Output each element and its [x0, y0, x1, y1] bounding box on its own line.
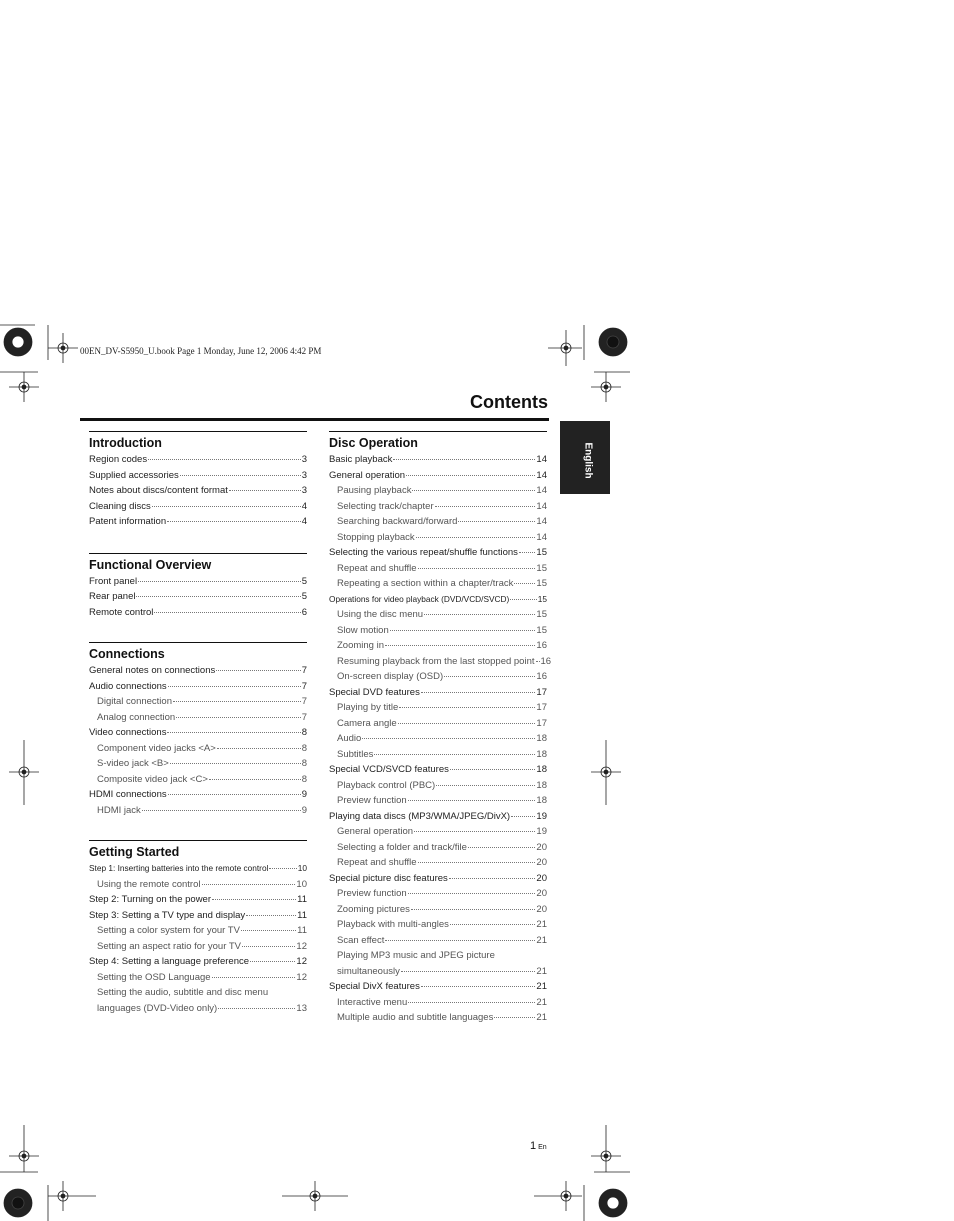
toc-entry-label: Multiple audio and subtitle languages — [337, 1012, 494, 1023]
toc-entry[interactable] — [89, 787, 307, 803]
toc-entry[interactable] — [89, 892, 307, 908]
toc-leader-dots — [269, 867, 296, 869]
toc-entry[interactable] — [89, 452, 307, 468]
toc-entry-page: 6 — [301, 606, 307, 618]
toc-leader-dots — [218, 1007, 295, 1009]
toc-entry-label: Region codes — [89, 454, 148, 465]
toc-leader-dots — [154, 611, 300, 613]
toc-entry[interactable] — [329, 592, 547, 608]
toc-entry[interactable] — [329, 638, 547, 654]
toc-entry-page: 4 — [301, 500, 307, 512]
toc-leader-dots — [202, 883, 296, 885]
toc-entry[interactable] — [329, 933, 547, 949]
toc-left-column — [89, 431, 307, 1016]
toc-entry[interactable] — [89, 756, 307, 772]
toc-entry[interactable] — [89, 985, 307, 1001]
toc-entry-page: 15 — [536, 624, 547, 636]
toc-section-heading: Functional Overview — [89, 553, 307, 572]
toc-leader-dots — [217, 747, 301, 749]
toc-leader-dots — [390, 629, 536, 631]
toc-entry-page: 14 — [536, 485, 547, 496]
toc-entry[interactable] — [329, 545, 547, 561]
toc-entry-page: 20 — [536, 872, 547, 884]
toc-leader-dots — [398, 722, 536, 724]
toc-entry-page: 18 — [536, 795, 547, 806]
toc-entry-label: Playing data discs (MP3/WMA/JPEG/DivX) — [329, 810, 511, 822]
toc-section — [89, 642, 307, 818]
toc-entry-label: Searching backward/forward — [337, 516, 458, 527]
toc-entry[interactable] — [329, 809, 547, 825]
toc-entry-label: Scan effect — [337, 934, 385, 946]
toc-entry-page: 9 — [301, 804, 307, 816]
toc-entry-page: 13 — [296, 1002, 307, 1014]
toc-entry[interactable] — [89, 970, 307, 986]
toc-leader-dots — [385, 644, 535, 646]
toc-entry-label: Operations for video playback (DVD/VCD/SVCD) — [329, 593, 510, 604]
toc-entry-page: 19 — [536, 810, 547, 822]
toc-entry-page: 14 — [536, 469, 547, 481]
toc-entry[interactable] — [329, 468, 547, 484]
book-header-line: 00EN_DV-S5950_U.book Page 1 Monday, June 12, 2006 4:42 PM — [80, 346, 322, 356]
toc-leader-dots — [216, 669, 300, 671]
toc-entry-page: 21 — [536, 996, 547, 1008]
toc-entry-page: 14 — [536, 500, 547, 512]
toc-entry[interactable] — [89, 908, 307, 924]
toc-entry-label: Video connections — [89, 727, 167, 738]
toc-section — [89, 553, 307, 621]
toc-leader-dots — [399, 706, 535, 708]
toc-entry-page: 16 — [536, 671, 547, 682]
title-rule — [80, 418, 549, 421]
toc-leader-dots — [401, 970, 536, 972]
toc-entry-page: 19 — [536, 826, 547, 837]
toc-entry[interactable] — [89, 679, 307, 695]
toc-entry[interactable] — [329, 824, 547, 840]
toc-section — [89, 840, 307, 1016]
toc-entry[interactable] — [89, 694, 307, 710]
toc-leader-dots — [241, 929, 296, 931]
toc-leader-dots — [536, 660, 540, 662]
toc-entry-page: 8 — [301, 758, 307, 769]
toc-entry-label: Setting the OSD Language — [97, 971, 211, 983]
toc-entry-label: Setting an aspect ratio for your TV — [97, 940, 241, 952]
toc-entry-label: General operation — [329, 469, 406, 481]
toc-entry-label: Stopping playback — [337, 531, 415, 543]
toc-entry-label: Subtitles — [337, 748, 374, 760]
toc-entry-page: 10 — [296, 878, 307, 890]
toc-entry-page: 14 — [536, 516, 547, 527]
toc-entry[interactable] — [329, 731, 547, 747]
toc-entry-page: 18 — [536, 733, 547, 744]
toc-entry[interactable] — [89, 514, 307, 530]
toc-entry-page: 12 — [296, 940, 307, 952]
toc-entry-label: Interactive menu — [337, 996, 408, 1008]
toc-leader-dots — [167, 731, 300, 733]
toc-leader-dots — [229, 489, 301, 491]
toc-entry-label: Selecting a folder and track/file — [337, 841, 467, 853]
toc-entry-page: 15 — [536, 547, 547, 558]
toc-entry-label: Step 4: Setting a language preference — [89, 956, 250, 967]
toc-leader-dots — [242, 945, 295, 947]
toc-entry[interactable] — [89, 954, 307, 970]
toc-entry-page: 11 — [297, 925, 307, 936]
toc-entry-label: Patent information — [89, 516, 167, 527]
toc-entry[interactable] — [329, 685, 547, 701]
toc-entry-page: 18 — [536, 748, 547, 760]
toc-entry-page: 16 — [540, 655, 552, 667]
toc-entry[interactable] — [329, 561, 547, 577]
toc-entry-label: Pausing playback — [337, 485, 412, 496]
toc-entry[interactable] — [329, 483, 547, 499]
toc-entry-label: Setting the audio, subtitle and disc menu — [97, 987, 269, 998]
toc-entry[interactable] — [329, 700, 547, 716]
toc-entry-page: 15 — [536, 578, 547, 589]
toc-entry-page: 3 — [301, 485, 307, 496]
toc-leader-dots — [511, 815, 535, 817]
toc-leader-dots — [152, 505, 301, 507]
toc-leader-dots — [246, 914, 296, 916]
toc-section-heading: Disc Operation — [329, 431, 547, 450]
toc-leader-dots — [212, 976, 296, 978]
toc-entry[interactable] — [89, 468, 307, 484]
toc-entry[interactable] — [89, 772, 307, 788]
toc-entry[interactable] — [89, 923, 307, 939]
toc-entry-label: Component video jacks <A> — [97, 742, 216, 754]
toc-entry[interactable] — [329, 964, 547, 980]
toc-entry[interactable] — [89, 605, 307, 621]
toc-entry[interactable] — [329, 840, 547, 856]
toc-entry[interactable] — [329, 902, 547, 918]
toc-entry-label: Zooming pictures — [337, 903, 410, 915]
toc-entry-label: Basic playback — [329, 454, 393, 465]
toc-entry[interactable] — [329, 793, 547, 809]
toc-entry-page: 7 — [301, 680, 307, 692]
toc-entry-page: 3 — [301, 469, 307, 481]
toc-entry-page: 21 — [536, 965, 547, 977]
toc-entry-label: General operation — [337, 826, 414, 837]
toc-entry[interactable] — [89, 574, 307, 590]
toc-entry[interactable] — [329, 452, 547, 468]
toc-entry-page: 21 — [536, 1012, 547, 1023]
toc-entry-label: Supplied accessories — [89, 469, 179, 481]
toc-entry-page: 20 — [536, 903, 547, 915]
toc-leader-dots — [424, 613, 535, 615]
toc-entry-label: S-video jack <B> — [97, 758, 169, 769]
toc-entry-label: Composite video jack <C> — [97, 773, 208, 785]
toc-entry[interactable] — [329, 669, 547, 685]
toc-entry-page: 20 — [536, 857, 547, 868]
toc-entry-label: General notes on connections — [89, 665, 216, 676]
toc-entry[interactable] — [329, 514, 547, 530]
toc-entry[interactable] — [329, 654, 552, 670]
toc-entry-page: 20 — [536, 888, 547, 899]
toc-entry-page: 7 — [301, 665, 307, 676]
toc-entry[interactable] — [89, 725, 307, 741]
toc-leader-dots — [421, 691, 536, 693]
toc-entry-page: 17 — [536, 702, 547, 713]
toc-entry-label: Special DVD features — [329, 686, 420, 698]
toc-leader-dots — [168, 685, 301, 687]
toc-leader-dots — [170, 762, 301, 764]
toc-entry-label: languages (DVD-Video only) — [97, 1002, 218, 1014]
toc-entry-page: 12 — [296, 956, 307, 967]
toc-leader-dots — [436, 784, 535, 786]
toc-entry-page: 9 — [301, 789, 307, 800]
toc-entry[interactable] — [329, 1010, 547, 1026]
toc-entry-label: Cleaning discs — [89, 500, 151, 512]
toc-leader-dots — [421, 985, 536, 987]
toc-entry[interactable] — [89, 710, 307, 726]
toc-entry[interactable] — [329, 499, 547, 515]
toc-entry[interactable] — [329, 607, 547, 623]
toc-entry-page: 18 — [536, 779, 547, 791]
toc-leader-dots — [450, 768, 536, 770]
toc-entry[interactable] — [329, 917, 547, 933]
toc-entry-page: 20 — [536, 841, 547, 853]
toc-leader-dots — [412, 489, 535, 491]
toc-entry-label: Front panel — [89, 575, 138, 587]
toc-leader-dots — [138, 580, 301, 582]
toc-entry-page: 12 — [296, 971, 307, 983]
toc-entry-label: Playback with multi-angles — [337, 919, 449, 930]
toc-entry[interactable] — [329, 979, 547, 995]
toc-entry-label: Step 3: Setting a TV type and display — [89, 909, 246, 921]
toc-entry[interactable] — [89, 803, 307, 819]
toc-entry-label: Repeating a section within a chapter/track — [337, 578, 514, 589]
toc-leader-dots — [519, 551, 536, 553]
toc-entry-label: Resuming playback from the last stopped point — [337, 655, 535, 667]
toc-entry-page: 3 — [301, 454, 307, 465]
toc-entry-label: Using the remote control — [97, 878, 201, 890]
toc-entry[interactable] — [89, 877, 307, 893]
toc-entry[interactable] — [89, 861, 307, 877]
toc-entry-page: 15 — [536, 562, 547, 574]
toc-entry-page: 7 — [301, 711, 307, 723]
toc-entry-page: 15 — [536, 609, 547, 620]
toc-leader-dots — [393, 458, 535, 460]
toc-leader-dots — [450, 923, 535, 925]
toc-section-heading: Getting Started — [89, 840, 307, 859]
toc-entry-page: 18 — [536, 764, 547, 775]
toc-leader-dots — [449, 877, 536, 879]
toc-entry-label: Audio — [337, 733, 362, 744]
toc-entry[interactable] — [329, 871, 547, 887]
toc-entry-label: Step 1: Inserting batteries into the remote control — [89, 863, 269, 873]
toc-entry[interactable] — [329, 576, 547, 592]
toc-leader-dots — [418, 567, 536, 569]
language-tab — [560, 421, 610, 494]
page-title: Contents — [470, 392, 548, 412]
toc-leader-dots — [414, 830, 535, 832]
toc-entry[interactable] — [329, 747, 547, 763]
toc-entry-page: 16 — [536, 640, 547, 651]
toc-entry-label: On-screen display (OSD) — [337, 671, 444, 682]
toc-leader-dots — [148, 458, 301, 460]
toc-leader-dots — [510, 598, 536, 600]
toc-entry-label: Digital connection — [97, 696, 172, 707]
toc-entry[interactable] — [89, 663, 307, 679]
toc-entry-page: 17 — [536, 717, 547, 729]
toc-leader-dots — [458, 520, 535, 522]
toc-entry-page: 5 — [301, 575, 307, 587]
toc-entry-label: Analog connection — [97, 711, 176, 723]
toc-entry-label: Selecting the various repeat/shuffle functions — [329, 547, 518, 558]
toc-entry-label: HDMI jack — [97, 804, 141, 816]
toc-entry-label: Preview function — [337, 888, 407, 899]
toc-entry-label: Playing by title — [337, 702, 399, 713]
toc-entry-page: 5 — [301, 591, 307, 602]
toc-entry[interactable] — [89, 939, 307, 955]
toc-entry-label: Using the disc menu — [337, 609, 424, 620]
toc-entry-page: 21 — [536, 934, 547, 946]
toc-leader-dots — [385, 939, 535, 941]
toc-entry[interactable] — [89, 741, 307, 757]
toc-right-column — [329, 431, 552, 1026]
toc-leader-dots — [168, 793, 301, 795]
toc-entry-label: Special picture disc features — [329, 872, 448, 884]
toc-entry-page: 14 — [536, 454, 547, 465]
toc-leader-dots — [416, 536, 536, 538]
toc-leader-dots — [408, 799, 536, 801]
toc-entry[interactable] — [329, 623, 547, 639]
toc-entry-label: Camera angle — [337, 717, 397, 729]
toc-leader-dots — [374, 753, 535, 755]
toc-entry-label: Setting a color system for your TV — [97, 925, 240, 936]
toc-leader-dots — [136, 595, 300, 597]
toc-entry-page: 4 — [301, 516, 307, 527]
toc-entry[interactable] — [329, 995, 547, 1011]
toc-entry-page: 8 — [301, 773, 307, 785]
toc-entry-label: Notes about discs/content format — [89, 485, 228, 496]
toc-leader-dots — [176, 716, 301, 718]
toc-entry-page: 15 — [537, 593, 547, 604]
toc-entry[interactable] — [329, 716, 547, 732]
toc-section-heading: Introduction — [89, 431, 307, 450]
page-number-value: 1 — [530, 1140, 537, 1152]
toc-entry-label: Selecting track/chapter — [337, 500, 434, 512]
toc-leader-dots — [408, 892, 536, 894]
toc-entry-label: Repeat and shuffle — [337, 857, 417, 868]
toc-leader-dots — [250, 960, 295, 962]
toc-entry-label: Preview function — [337, 795, 407, 806]
toc-entry[interactable] — [329, 778, 547, 794]
toc-entry-label: Special VCD/SVCD features — [329, 764, 449, 775]
toc-leader-dots — [418, 861, 536, 863]
toc-leader-dots — [494, 1016, 535, 1018]
toc-leader-dots — [212, 898, 296, 900]
toc-entry[interactable] — [89, 499, 307, 515]
toc-entry-page: 10 — [297, 863, 307, 873]
toc-entry-label: Slow motion — [337, 624, 389, 636]
toc-entry-label: Repeat and shuffle — [337, 562, 417, 574]
toc-entry-label: Audio connections — [89, 680, 167, 692]
toc-entry[interactable] — [329, 855, 547, 871]
page-number-suffix: En — [538, 1144, 547, 1151]
toc-leader-dots — [209, 778, 301, 780]
toc-entry-label: HDMI connections — [89, 789, 167, 800]
toc-entry[interactable] — [329, 886, 547, 902]
toc-entry[interactable] — [329, 530, 547, 546]
toc-leader-dots — [406, 474, 535, 476]
toc-entry-label: Playback control (PBC) — [337, 779, 436, 791]
toc-leader-dots — [142, 809, 301, 811]
toc-entry-label: Remote control — [89, 606, 154, 618]
language-tab-label: English — [582, 442, 594, 479]
toc-entry-page: 21 — [536, 919, 547, 930]
toc-leader-dots — [362, 737, 535, 739]
toc-entry-page: 17 — [536, 686, 547, 698]
toc-entry-page: 11 — [297, 909, 307, 921]
toc-entry-page: 14 — [536, 531, 547, 543]
toc-leader-dots — [411, 908, 536, 910]
toc-entry[interactable] — [329, 762, 547, 778]
toc-leader-dots — [167, 520, 301, 522]
toc-entry[interactable] — [329, 948, 547, 964]
toc-entry-label: Zooming in — [337, 640, 384, 651]
toc-leader-dots — [408, 1001, 535, 1003]
toc-entry-page: 11 — [297, 894, 307, 905]
page-number — [530, 1140, 547, 1152]
toc-entry-label: simultaneously — [337, 965, 400, 977]
toc-entry[interactable] — [89, 1001, 307, 1017]
toc-entry-page: 8 — [301, 727, 307, 738]
toc-leader-dots — [180, 474, 301, 476]
toc-section-heading: Connections — [89, 642, 307, 661]
toc-leader-dots — [514, 582, 535, 584]
toc-entry-page: 21 — [536, 981, 547, 992]
toc-leader-dots — [173, 700, 301, 702]
toc-entry-label: Rear panel — [89, 591, 136, 602]
toc-leader-dots — [468, 846, 536, 848]
toc-entry-label: Playing MP3 music and JPEG picture — [337, 950, 495, 961]
toc-entry[interactable] — [89, 483, 307, 499]
toc-section — [89, 431, 307, 530]
toc-section — [329, 431, 552, 1026]
toc-entry-label: Step 2: Turning on the power — [89, 894, 211, 905]
toc-entry-page: 8 — [301, 742, 307, 754]
toc-entry-label: Special DivX features — [329, 981, 420, 992]
toc-entry[interactable] — [89, 589, 307, 605]
toc-entry-page: 7 — [301, 696, 307, 707]
toc-leader-dots — [444, 675, 535, 677]
toc-leader-dots — [435, 505, 536, 507]
